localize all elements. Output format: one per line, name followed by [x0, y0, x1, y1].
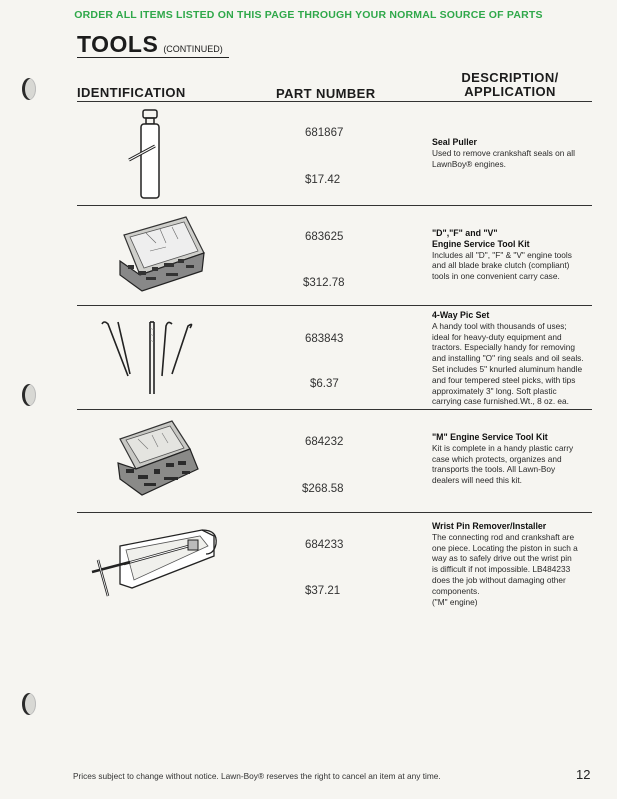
part-number: 684233	[305, 539, 344, 551]
part-number: 683625	[305, 231, 344, 243]
price: $6.37	[310, 378, 339, 390]
title-underline	[77, 57, 229, 58]
binder-hole-middle	[22, 384, 36, 406]
wrist-pin-remover-illustration	[84, 526, 219, 621]
row-divider-3	[77, 409, 592, 410]
page-number: 12	[576, 767, 591, 782]
title-suffix: (CONTINUED)	[163, 44, 223, 54]
description-title: 4-Way Pic Set	[432, 310, 490, 320]
price: $268.58	[302, 483, 344, 495]
description-body: Kit is complete in a handy plastic carry case which protects, organizes and transports the tools. All Lawn-Boy dealers will need this kit.	[432, 442, 574, 486]
description	[432, 521, 587, 607]
footer-disclaimer: Prices subject to change without notice. Lawn-Boy® reserves the right to cancel an item at any time.	[73, 771, 441, 781]
row-divider-2	[77, 305, 592, 306]
description	[432, 137, 587, 169]
description-title: Wrist Pin Remover/Installer	[432, 521, 547, 531]
pic-set-tools-illustration	[100, 318, 200, 403]
part-number: 683843	[305, 333, 344, 345]
header-description-line1: DESCRIPTION/	[461, 70, 559, 85]
header-part-number: PART NUMBER	[276, 86, 376, 101]
part-number: 684232	[305, 436, 344, 448]
page-title	[77, 31, 223, 58]
m-engine-tool-kit-photo	[114, 417, 202, 504]
binder-hole-top	[22, 78, 36, 100]
seal-puller-tool-illustration	[125, 108, 185, 205]
price: $312.78	[303, 277, 345, 289]
header-description-line2: APPLICATION	[464, 84, 556, 99]
price: $37.21	[305, 585, 341, 597]
description	[432, 432, 587, 486]
description-body: A handy tool with thousands of uses; ideal for heavy-duty equipment and tractors. Especially handy for removing and installing "O" ring seals and oil seals. Set includes 5" knurled aluminum handle and four tempered steel picks, with tips approximately 3" long. Soft plastic carrying case furnished.Wt., 8 oz. ea.	[432, 320, 584, 407]
description-title: Seal Puller	[432, 137, 477, 147]
header-divider	[77, 101, 592, 102]
description	[432, 310, 587, 407]
description-title: "D","F" and "V" Engine Service Tool Kit	[432, 228, 530, 249]
binder-hole-bottom	[22, 693, 36, 715]
row-divider-4	[77, 512, 592, 513]
header-description	[455, 71, 565, 99]
description-body: Used to remove crankshaft seals on all LawnBoy® engines.	[432, 147, 575, 169]
price: $17.42	[305, 174, 341, 186]
description-body: The connecting rod and crankshaft are one piece. Locating the piston in such a way as to safely drive out the wrist pin is difficult if not impossible. LB484233 does the job without damaging other components. ("M" engine)	[432, 531, 578, 607]
order-banner: ORDER ALL ITEMS LISTED ON THIS PAGE THROUGH YOUR NORMAL SOURCE OF PARTS	[74, 9, 543, 21]
description-body: Includes all "D", "F" & "V" engine tools and all blade brake clutch (compliant) tools in one convenient carry case.	[432, 249, 572, 282]
row-divider-1	[77, 205, 592, 206]
part-number: 681867	[305, 127, 344, 139]
description-title: "M" Engine Service Tool Kit	[432, 432, 548, 442]
tool-kit-case-photo	[116, 213, 206, 298]
description	[432, 228, 587, 282]
header-identification: IDENTIFICATION	[77, 85, 186, 100]
title-text: TOOLS	[77, 31, 159, 57]
